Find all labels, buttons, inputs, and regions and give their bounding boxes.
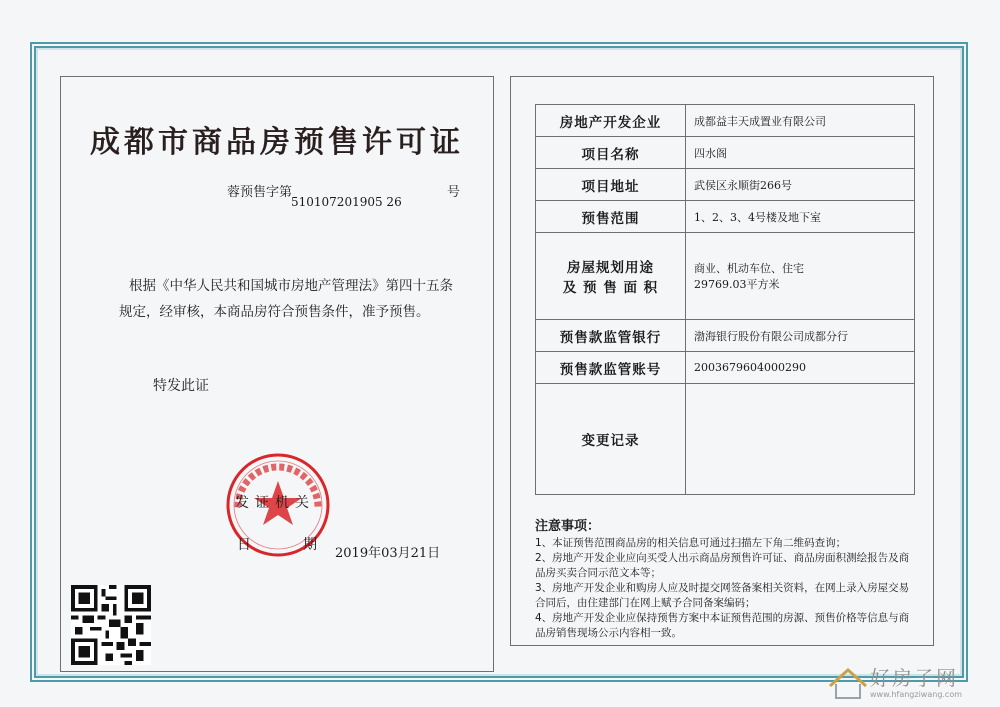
table-row	[536, 384, 915, 495]
area-label: 及 预 售 面 积	[562, 280, 659, 296]
developer-label: 房地产开发企业	[536, 105, 686, 137]
escrow-account-label: 预售款监管账号	[536, 352, 686, 384]
table-row	[536, 169, 915, 201]
usage-label: 房屋规划用途	[567, 260, 654, 276]
watermark-url: www.hfangziwang.com	[870, 690, 963, 699]
usage-area-value	[686, 233, 915, 320]
table-row	[536, 233, 915, 320]
body-line-1: 根据《中华人民共和国城市房地产管理法》第四十五条	[129, 278, 453, 294]
certificate-body	[119, 273, 479, 325]
date-label-ri: 日	[237, 537, 251, 553]
certificate-right-panel	[510, 76, 934, 646]
project-info-table	[535, 104, 915, 495]
date-label-qi: 期	[303, 537, 317, 553]
note-item: 3、房地产开发企业和购房人应及时提交网签备案相关资料，在网上录入房屋交易合同后，由住建部门在网上赋予合同备案编码；	[535, 582, 910, 609]
change-record-label: 变更记录	[536, 384, 686, 495]
certificate-left-panel	[60, 76, 494, 672]
body-line-2: 规定，经审核，本商品房符合预售条件，准予预售。	[119, 304, 430, 320]
table-row	[536, 201, 915, 233]
project-address-label: 项目地址	[536, 169, 686, 201]
notes-heading: 注意事项：	[535, 519, 601, 534]
issue-date: 2019年03月21日	[335, 546, 441, 561]
permit-number: 510107201905 26	[291, 195, 402, 209]
permit-prefix: 蓉预售字第	[227, 185, 293, 200]
escrow-bank-label: 预售款监管银行	[536, 320, 686, 352]
table-row	[536, 352, 915, 384]
project-name-label: 项目名称	[536, 137, 686, 169]
project-name-value: 四水阁	[686, 137, 915, 169]
table-row	[536, 137, 915, 169]
issuing-authority-label: 发证机关	[235, 495, 315, 511]
escrow-bank-value: 渤海银行股份有限公司成都分行	[686, 320, 915, 352]
table-row	[536, 320, 915, 352]
area-value: 29769.03平方米	[694, 278, 780, 291]
change-record-value	[686, 384, 915, 495]
permit-suffix: 号	[447, 185, 461, 200]
notes-section	[535, 519, 915, 641]
special-issue-text: 特发此证	[153, 378, 209, 394]
watermark-text: 好房子网	[870, 666, 958, 690]
certificate-title: 成都市商品房预售许可证	[90, 125, 464, 160]
date-label	[237, 534, 317, 554]
presale-scope-label: 预售范围	[536, 201, 686, 233]
presale-scope-value: 1、2、3、4号楼及地下室	[686, 201, 915, 233]
note-item: 1、本证预售范围商品房的相关信息可通过扫描左下角二维码查询；	[535, 537, 847, 549]
usage-area-label	[536, 233, 686, 320]
developer-value: 成都益丰天成置业有限公司	[686, 105, 915, 137]
note-item: 2、房地产开发企业应向买受人出示商品房预售许可证、商品房面积测绘报告及商品房买卖合同示范文本等；	[535, 552, 910, 579]
qr-code-icon	[71, 585, 151, 665]
project-address-value: 武侯区永顺街266号	[686, 169, 915, 201]
note-item: 4、房地产开发企业应保持预售方案中本证预售范围的房源、预售价格等信息与商品房销售现场公示内容相一致。	[535, 612, 910, 639]
table-row	[536, 105, 915, 137]
usage-value: 商业、机动车位、住宅	[694, 262, 804, 275]
escrow-account-value: 2003679604000290	[686, 352, 915, 384]
